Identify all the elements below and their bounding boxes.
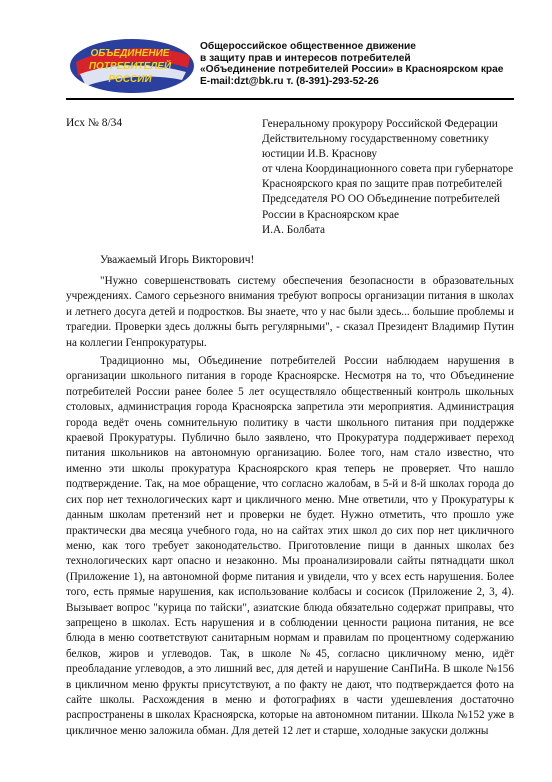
sender-line: России в Красноярском крае — [262, 208, 400, 221]
org-contact-line: E-mail:dzt@bk.ru т. (8-391)-293-52-26 — [200, 75, 379, 87]
sender-line: от члена Координационного совета при губернаторе — [262, 163, 514, 176]
org-line: «Объединение потребителей России» в Красноярском крае — [200, 64, 504, 76]
addressee-line: юстиции И.В. Краснову — [262, 148, 378, 161]
outgoing-reference-number: Исх № 8/34 — [66, 117, 123, 129]
body-paragraph: Традиционно мы, Объединение потребителей России наблюдаем нарушения в организации школьного питания в городе Красноярске. Несмотря на то, что Объединение потребителей России ранее более 5 лет осуществляло общественный контроль школьных столовых, администрация города Красноярска запретила эти мероприятия. Администрация города ведёт очень сомнительную политику в части школьного питания при поддержке краевой Прокуратуры. Публично было заявлено, что Прокуратура поддерживает переход питания школьников на автономную организацию. Более того, нам стало известно, что именно эти школы прокуратура Красноярского края теперь не проверяет. Что нашло подтверждение. Так, на мое обращение, что согласно жалобам, в 5-й и 8-й школах города до сих пор нет технологических карт и цикличного меню. Мне ответили, что у Прокуратуры к данным школам претензий нет и проверки не будет. Нужно отметить, что прошло уже практически два месяца учебного года, но на сайтах этих школ до сих пор нет цикличного меню, как того требует законодательство. Приготовление пищи в данных школах без технологических карт опасно и незаконно. Мы проанализировали сайты пятнадцати школ (Приложение 1), на автономной форме питания и увидели, что у всех есть нарушения. Более того, есть прямые нарушения, как использование колбасы и сосисок (Приложение 2, 3, 4). Вызывает вопрос "курица по тайски", азиатские блюда обязательно содержат приправы, что запрещено в школах. Есть нарушения и в соблюдении ценности рациона питания, не все блюда в меню соответствуют санитарным нормам и правилам по процентному содержанию белков, жиров и углеводов. Так, в школе №45, согласно цикличному меню, идёт преобладание углеводов, а это лишний вес, для детей и нарушение СанПиНа. В школе №156 в цикличном меню фрукты присутствуют, а по факту не дают, что подтверждается фото на сайте школы. Расхождения в меню и фотографиях в части удешевления достаточно распространены в школах Красноярска, которые на автономном питании. Школа №152 уже в цикличное меню заложила обман. Для детей 12 лет и старше, холодные закуски должны — [66, 355, 514, 737]
letter-body — [66, 274, 514, 739]
sender-name: И.А. Болбата — [262, 223, 325, 236]
sender-line: Председателя РО ОО Объединение потребителей — [262, 193, 500, 206]
logo-text-line: ОБЪЕДИНЕНИЕ — [90, 48, 170, 59]
body-paragraph-quote: "Нужно совершенствовать систему обеспечения безопасности в образовательных учреждениях. Самого серьезного внимания требуют вопросы организации питания в школах и летнего досуга детей и подростков. Вы знаете, что у нас были здесь... большие проблемы и трагедии. Проверки здесь должны быть регулярными", - сказал Президент Владимир Путин на коллегии Генпрокуратуры. — [66, 275, 514, 349]
logo-text-line: РОССИИ — [108, 74, 152, 85]
organization-details — [200, 41, 530, 87]
header-divider — [66, 98, 514, 100]
logo-text-line: ПОТРЕБИТЕЛЕЙ — [88, 61, 172, 72]
org-line: в защиту прав и интересов потребителей — [200, 52, 411, 64]
addressee-line: Действительному государственному советнику — [262, 133, 489, 146]
letter-greeting: Уважаемый Игорь Викторович! — [100, 254, 255, 266]
logo-emblem — [66, 36, 196, 96]
sender-line: Красноярского края по защите прав потребителей — [262, 178, 503, 191]
addressee-block — [262, 117, 532, 238]
addressee-line: Генеральному прокурору Российской Федерации — [262, 118, 498, 130]
organization-logo — [66, 36, 196, 96]
org-line: Общероссийское общественное движение — [200, 41, 416, 52]
